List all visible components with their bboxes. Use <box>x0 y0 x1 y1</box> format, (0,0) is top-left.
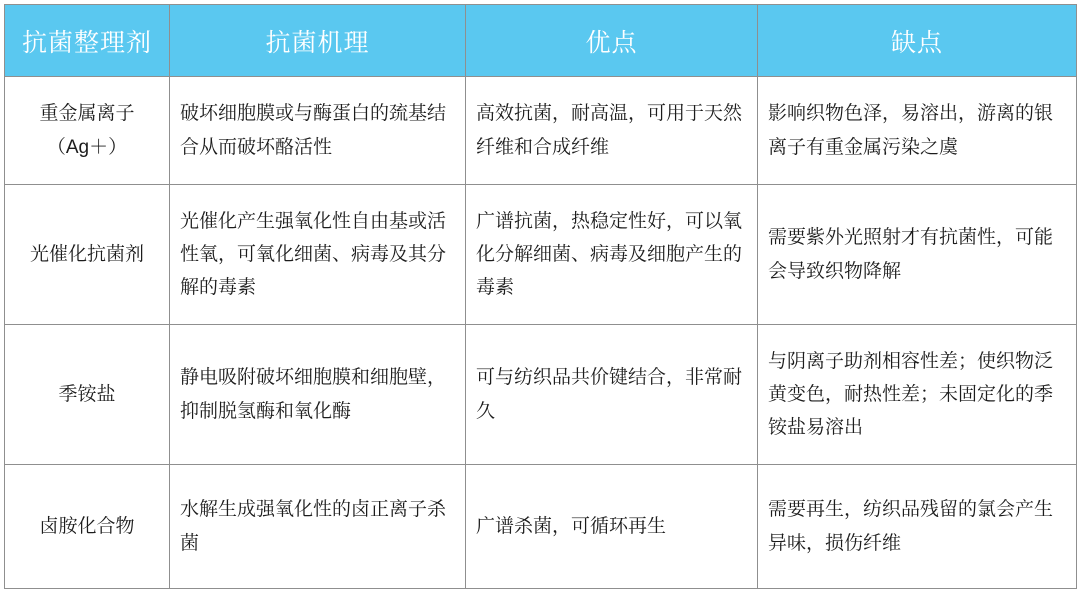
cell-mechanism: 破坏细胞膜或与酶蛋白的巯基结合从而破坏酪活性 <box>170 77 466 185</box>
antibacterial-finishing-agents-table <box>4 4 1077 589</box>
cell-disadvantage: 与阴离子助剂相容性差；使织物泛黄变色，耐热性差；未固定化的季铵盐易溶出 <box>758 325 1077 465</box>
cell-advantage: 广谱杀菌，可循环再生 <box>466 465 758 589</box>
cell-agent: 重金属离子 （Ag＋） <box>5 77 170 185</box>
table-row <box>5 465 1077 589</box>
table-row <box>5 325 1077 465</box>
column-header-mechanism: 抗菌机理 <box>170 5 466 77</box>
table-row <box>5 77 1077 185</box>
column-header-advantages: 优点 <box>466 5 758 77</box>
cell-advantage: 广谱抗菌，热稳定性好，可以氧化分解细菌、病毒及细胞产生的毒素 <box>466 185 758 325</box>
cell-disadvantage: 需要再生，纺织品残留的氯会产生异味，损伤纤维 <box>758 465 1077 589</box>
cell-mechanism: 水解生成强氧化性的卤正离子杀菌 <box>170 465 466 589</box>
table-header <box>5 5 1077 77</box>
column-header-disadvantages: 缺点 <box>758 5 1077 77</box>
cell-advantage: 可与纺织品共价键结合，非常耐久 <box>466 325 758 465</box>
cell-advantage: 高效抗菌，耐高温，可用于天然纤维和合成纤维 <box>466 77 758 185</box>
cell-agent: 卤胺化合物 <box>5 465 170 589</box>
cell-disadvantage: 影响织物色泽，易溶出，游离的银离子有重金属污染之虞 <box>758 77 1077 185</box>
column-header-agent: 抗菌整理剂 <box>5 5 170 77</box>
cell-agent: 光催化抗菌剂 <box>5 185 170 325</box>
table-header-row <box>5 5 1077 77</box>
cell-agent: 季铵盐 <box>5 325 170 465</box>
table-body <box>5 77 1077 589</box>
cell-mechanism: 光催化产生强氧化性自由基或活性氧，可氧化细菌、病毒及其分解的毒素 <box>170 185 466 325</box>
table-row <box>5 185 1077 325</box>
cell-disadvantage: 需要紫外光照射才有抗菌性，可能会导致织物降解 <box>758 185 1077 325</box>
cell-mechanism: 静电吸附破坏细胞膜和细胞壁，抑制脱氢酶和氧化酶 <box>170 325 466 465</box>
